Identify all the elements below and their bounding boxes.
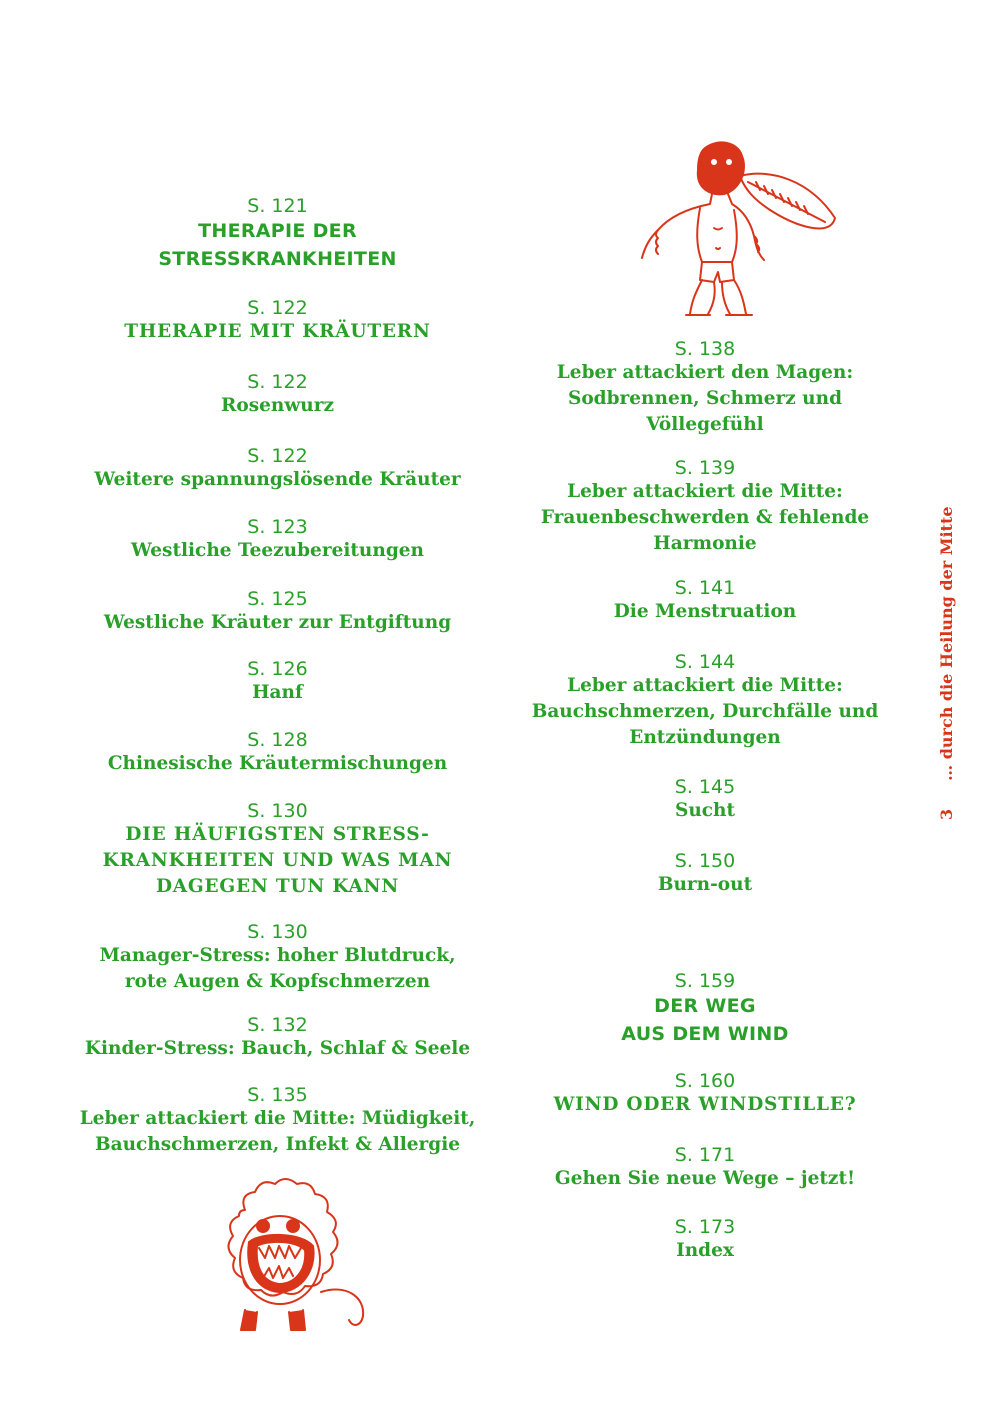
toc-page-ref: S. 159: [674, 970, 736, 992]
toc-page-ref: S. 128: [247, 729, 308, 751]
toc-entry[interactable]: [505, 1070, 905, 1118]
running-header-vertical: [932, 500, 962, 820]
toc-page-ref: S. 122: [247, 371, 308, 393]
toc-page-ref: S. 139: [674, 457, 736, 479]
toc-entry[interactable]: [50, 445, 505, 493]
man-blowing-wind-icon: [630, 138, 850, 318]
toc-page-ref: S. 160: [674, 1070, 736, 1092]
toc-entry[interactable]: [50, 195, 505, 273]
toc-entry[interactable]: [505, 850, 905, 898]
toc-page-ref: S. 132: [247, 1014, 308, 1036]
toc-page-ref: S. 141: [674, 577, 736, 599]
toc-chapter-title: Leber attackiert die Mitte: Bauchschmerzen, Durchfälle und Entzündungen: [531, 675, 879, 748]
toc-page-ref: S. 130: [247, 921, 308, 943]
toc-entry[interactable]: [50, 729, 505, 777]
toc-page-ref: S. 123: [247, 516, 308, 538]
toc-entry[interactable]: [50, 921, 505, 995]
toc-entry[interactable]: [50, 516, 505, 564]
toc-entry[interactable]: [50, 800, 505, 900]
toc-entry[interactable]: [50, 1014, 505, 1062]
toc-entry[interactable]: [505, 338, 905, 438]
toc-entry[interactable]: [505, 776, 905, 824]
toc-entry[interactable]: [505, 577, 905, 625]
toc-chapter-title: Hanf: [252, 682, 303, 703]
toc-entry[interactable]: [505, 1144, 905, 1192]
toc-chapter-title: Westliche Kräuter zur Entgiftung: [103, 612, 452, 633]
toc-page-ref: S. 138: [674, 338, 736, 360]
toc-chapter-title: DIE HÄUFIGSTEN STRESS- KRANKHEITEN UND WAS MAN DAGEGEN TUN KANN: [102, 824, 453, 897]
toc-page-ref: S. 135: [247, 1084, 308, 1106]
toc-entry[interactable]: [505, 651, 905, 751]
toc-chapter-title: Gehen Sie neue Wege – jetzt!: [554, 1168, 856, 1189]
toc-chapter-title: Die Menstruation: [613, 601, 797, 622]
page-number: 3: [937, 808, 956, 820]
toc-chapter-title: Index: [676, 1240, 734, 1261]
toc-entry[interactable]: [505, 1216, 905, 1264]
toc-entry[interactable]: [50, 1084, 505, 1158]
toc-chapter-title: Manager-Stress: hoher Blutdruck, rote Augen & Kopfschmerzen: [99, 945, 456, 992]
running-title: … durch die Heilung der Mitte: [937, 506, 956, 781]
toc-section-title: DER WEG AUS DEM WIND: [621, 995, 789, 1045]
toc-chapter-title: Sucht: [674, 800, 736, 821]
toc-chapter-title: Leber attackiert die Mitte: Müdigkeit, Bauchschmerzen, Infekt & Allergie: [79, 1108, 476, 1155]
toc-chapter-title: Burn-out: [657, 874, 753, 895]
toc-page-ref: S. 145: [674, 776, 736, 798]
toc-entry[interactable]: [50, 297, 505, 345]
toc-chapter-title: THERAPIE MIT KRÄUTERN: [124, 321, 431, 342]
toc-chapter-title: Westliche Teezubereitungen: [131, 540, 424, 561]
toc-page-ref: S. 130: [247, 800, 308, 822]
toc-entry[interactable]: [50, 371, 505, 419]
toc-page-ref: S. 122: [247, 297, 308, 319]
toc-page-ref: S. 122: [247, 445, 308, 467]
toc-entry[interactable]: [505, 970, 905, 1048]
toc-chapter-title: Weitere spannungslösende Kräuter: [94, 469, 461, 490]
toc-chapter-title: Leber attackiert den Magen: Sodbrennen, Schmerz und Völlegefühl: [556, 362, 854, 435]
lion-monster-icon: [205, 1180, 375, 1340]
toc-entry[interactable]: [50, 658, 505, 706]
toc-entry[interactable]: [50, 588, 505, 636]
toc-page-ref: S. 171: [674, 1144, 736, 1166]
toc-entry[interactable]: [505, 457, 905, 557]
toc-page-ref: S. 126: [247, 658, 308, 680]
toc-page-ref: S. 144: [674, 651, 736, 673]
toc-page-ref: S. 150: [674, 850, 736, 872]
toc-chapter-title: WIND ODER WINDSTILLE?: [553, 1094, 857, 1115]
toc-page-ref: S. 121: [247, 195, 308, 217]
toc-section-title: THERAPIE DER STRESSKRANKHEITEN: [158, 220, 397, 270]
toc-chapter-title: Chinesische Kräutermischungen: [107, 753, 448, 774]
toc-chapter-title: Kinder-Stress: Bauch, Schlaf & Seele: [84, 1038, 471, 1059]
toc-page-ref: S. 125: [247, 588, 308, 610]
toc-page-ref: S. 173: [674, 1216, 736, 1238]
toc-chapter-title: Leber attackiert die Mitte: Frauenbeschwerden & fehlende Harmonie: [540, 481, 870, 554]
toc-chapter-title: Rosenwurz: [221, 395, 334, 416]
